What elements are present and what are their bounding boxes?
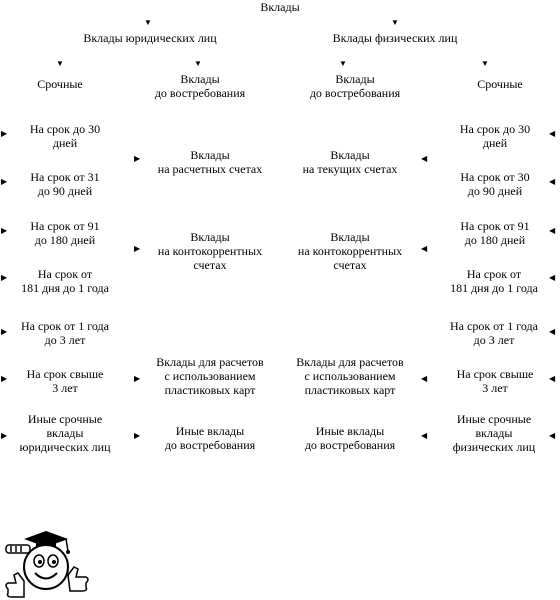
left-term-item: Иные срочные вклады юридических лиц xyxy=(19,412,111,454)
arrow-left-icon: ◀ xyxy=(549,129,556,138)
arrow-down-icon: ▼ xyxy=(194,59,202,68)
arrow-down-icon: ▼ xyxy=(339,59,347,68)
arrow-left-icon: ◀ xyxy=(549,431,556,440)
arrow-left-icon: ◀ xyxy=(421,244,428,253)
right-term-item: На срок от 181 дня до 1 года xyxy=(450,267,538,295)
arrow-left-icon: ◀ xyxy=(421,431,428,440)
left-term-item: На срок до 30 дней xyxy=(29,122,101,150)
left-demand-item: Вклады на контокоррентных счетах xyxy=(157,230,263,272)
arrow-right-icon: ▶ xyxy=(1,327,8,336)
arrow-right-icon: ▶ xyxy=(134,374,141,383)
arrow-left-icon: ◀ xyxy=(549,273,556,282)
arrow-down-icon: ▼ xyxy=(144,18,152,27)
branch-right-label: Вклады физических лиц xyxy=(332,31,458,45)
right-term-item: На срок от 1 года до 3 лет xyxy=(450,319,538,347)
left-term-item: На срок от 91 до 180 дней xyxy=(30,219,100,247)
arrow-right-icon: ▶ xyxy=(1,273,8,282)
right-term-item: На срок от 30 до 90 дней xyxy=(460,170,530,198)
arrow-right-icon: ▶ xyxy=(1,226,8,235)
arrow-right-icon: ▶ xyxy=(1,374,8,383)
right-term-item: На срок свыше 3 лет xyxy=(456,367,534,395)
column-header-left-term: Срочные xyxy=(37,77,83,91)
left-demand-item: Иные вклады до востребования xyxy=(164,424,256,452)
arrow-right-icon: ▶ xyxy=(1,431,8,440)
branch-left-label: Вклады юридических лиц xyxy=(83,31,217,45)
arrow-right-icon: ▶ xyxy=(134,244,141,253)
left-term-item: На срок свыше 3 лет xyxy=(26,367,104,395)
left-term-item: На срок от 1 года до 3 лет xyxy=(21,319,109,347)
arrow-down-icon: ▼ xyxy=(56,59,64,68)
root-label: Вклады xyxy=(260,0,300,14)
arrow-left-icon: ◀ xyxy=(421,374,428,383)
right-term-item: На срок от 91 до 180 дней xyxy=(460,219,530,247)
arrow-down-icon: ▼ xyxy=(391,18,399,27)
arrow-right-icon: ▶ xyxy=(134,431,141,440)
column-header-right-term: Срочные xyxy=(477,77,523,91)
left-term-item: На срок от 31 до 90 дней xyxy=(30,170,100,198)
arrow-left-icon: ◀ xyxy=(421,154,428,163)
arrow-left-icon: ◀ xyxy=(549,327,556,336)
student-mascot-icon xyxy=(2,527,92,599)
right-term-item: На срок до 30 дней xyxy=(459,122,531,150)
column-header-right-demand: Вклады до востребования xyxy=(309,72,401,100)
right-term-item: Иные срочные вклады физических лиц xyxy=(452,412,536,454)
arrow-left-icon: ◀ xyxy=(549,177,556,186)
right-demand-item: Вклады на контокоррентных счетах xyxy=(297,230,403,272)
right-demand-item: Иные вклады до востребования xyxy=(304,424,396,452)
left-term-item: На срок от 181 дня до 1 года xyxy=(21,267,109,295)
arrow-right-icon: ▶ xyxy=(134,154,141,163)
right-demand-item: Вклады для расчетов с использованием пластиковых карт xyxy=(296,355,404,397)
left-demand-item: Вклады на расчетных счетах xyxy=(157,148,263,176)
arrow-down-icon: ▼ xyxy=(481,59,489,68)
left-demand-item: Вклады для расчетов с использованием пластиковых карт xyxy=(156,355,264,397)
arrow-right-icon: ▶ xyxy=(1,129,8,138)
column-header-left-demand: Вклады до востребования xyxy=(154,72,246,100)
arrow-left-icon: ◀ xyxy=(549,374,556,383)
right-demand-item: Вклады на текущих счетах xyxy=(302,148,398,176)
arrow-right-icon: ▶ xyxy=(1,177,8,186)
arrow-left-icon: ◀ xyxy=(549,226,556,235)
